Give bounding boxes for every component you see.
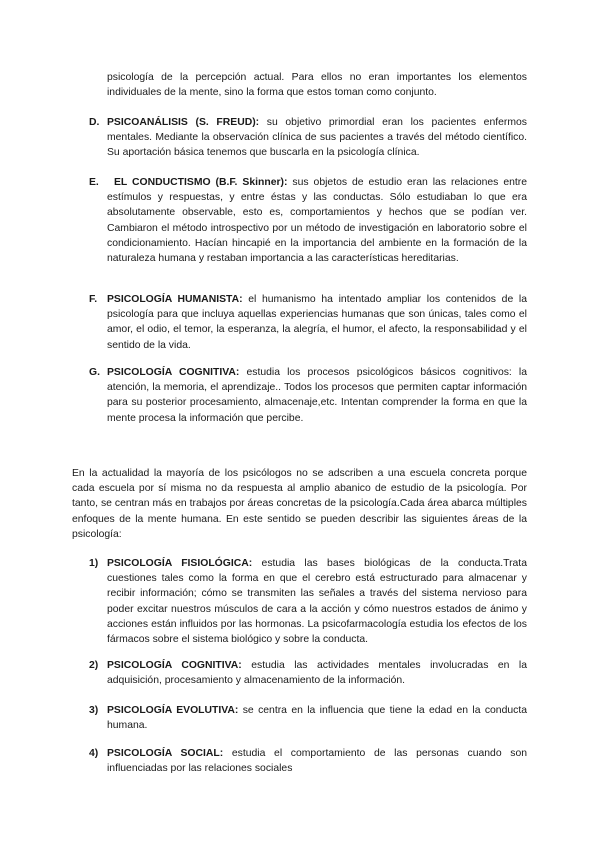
area-1-paragraph: [107, 556, 527, 647]
school-e-title: EL CONDUCTISMO (B.F. Skinner):: [114, 177, 288, 188]
school-f-paragraph: [107, 292, 527, 353]
school-e-text: sus objetos de estudio eran las relaciones entre estímulos y respuestas, y entre éstas y las conductas. Sólo estudiaban lo que era absolutamente observable, esto es, comportamientos y hechos que se podían ver. Cambiaron el método introspectivo por un método de investigación en laboratorio sobre el condicionamiento. Hacían hincapié en la importancia del ambiente en la formación de la naturaleza humana y restaban importancia a las características hereditarias.: [107, 177, 528, 265]
area-3-title: PSICOLOGÍA EVOLUTIVA:: [107, 705, 239, 716]
school-g-title: PSICOLOGÍA COGNITIVA:: [107, 367, 240, 378]
school-d-text: su objetivo primordial eran los pacientes enfermos mentales. Mediante la observación clínica de sus pacientes a través del método científico. Su aportación básica tenemos que buscarla en la psicología clínica.: [107, 117, 527, 159]
area-1-number: 1): [89, 558, 99, 569]
school-f-letter: F.: [89, 294, 98, 305]
area-2-number: 2): [89, 660, 99, 671]
area-4-number: 4): [89, 748, 99, 759]
school-d-letter: D.: [89, 117, 100, 128]
intro-continuation: psicología de la percepción actual. Para ellos no eran importantes los elementos individuales de la mente, sino la forma que estos toman como conjunto.: [107, 72, 527, 99]
school-d-title: PSICOANÁLISIS (S. FREUD):: [107, 117, 260, 128]
areas-intro-paragraph: En la actualidad la mayoría de los psicólogos no se adscriben a una escuela concreta porque cada escuela por sí misma no da respuesta al amplio abanico de estudio de la psicología. Por tanto, se centran más en trabajos por áreas concretas de la psicología.Cada área abarca múltiples enfoques de la mente humana. En este sentido se pueden describir las siguientes áreas de la psicología:: [72, 468, 527, 540]
school-g-letter: G.: [89, 367, 100, 378]
school-g-text: estudia los procesos psicológicos básicos cognitivos: la atención, la memoria, el aprendizaje.. Todos los procesos que permiten captar información para su posterior procesamiento, almacenaje,etc. Intentan comprender la forma en que la mente procesa la información que percibe.: [107, 367, 528, 424]
area-1-text: estudia las bases biológicas de la conducta.Trata cuestiones tales como la forma en que el cerebro está estructurado para almacenar y recibir información; cómo se transmiten las señales a través del sistema nervioso para poder excitar nuestros músculos de cara a la acción y cómo nuestros estados de ánimo y acciones están influidos por las hormonas. La psicofarmacología estudia los efectos de los fármacos sobre el sistema biológico y sobre la conducta.: [107, 558, 527, 646]
area-3-text: se centra en la influencia que tiene la edad en la conducta humana.: [107, 705, 527, 732]
school-d-paragraph: [107, 115, 527, 161]
school-e-letter: E.: [89, 177, 99, 188]
school-e-paragraph: [107, 175, 527, 266]
area-2-paragraph: [107, 658, 527, 688]
school-f-title: PSICOLOGÍA HUMANISTA:: [107, 294, 243, 305]
area-4-paragraph: [107, 746, 527, 776]
school-g-paragraph: [107, 365, 527, 426]
school-f-text: el humanismo ha intentado ampliar los contenidos de la psicología para que incluya aquellas experiencias humanas que son únicas, tales como el amor, el odio, el temor, la esperanza, la alegría, el humor, el afecto, la responsabilidad y el sentido de la vida.: [107, 294, 527, 351]
area-2-text: estudia las actividades mentales involucradas en la adquisición, procesamiento y almacenamiento de la información.: [107, 660, 528, 687]
area-4-text: estudia el comportamiento de las personas cuando son influenciadas por las relaciones sociales: [107, 748, 528, 775]
area-4-title: PSICOLOGÍA SOCIAL:: [107, 748, 224, 759]
area-2-title: PSICOLOGÍA COGNITIVA:: [107, 660, 242, 671]
area-3-number: 3): [89, 705, 99, 716]
area-1-title: PSICOLOGÍA FISIOLÓGICA:: [107, 558, 253, 569]
area-3-paragraph: [107, 703, 527, 733]
